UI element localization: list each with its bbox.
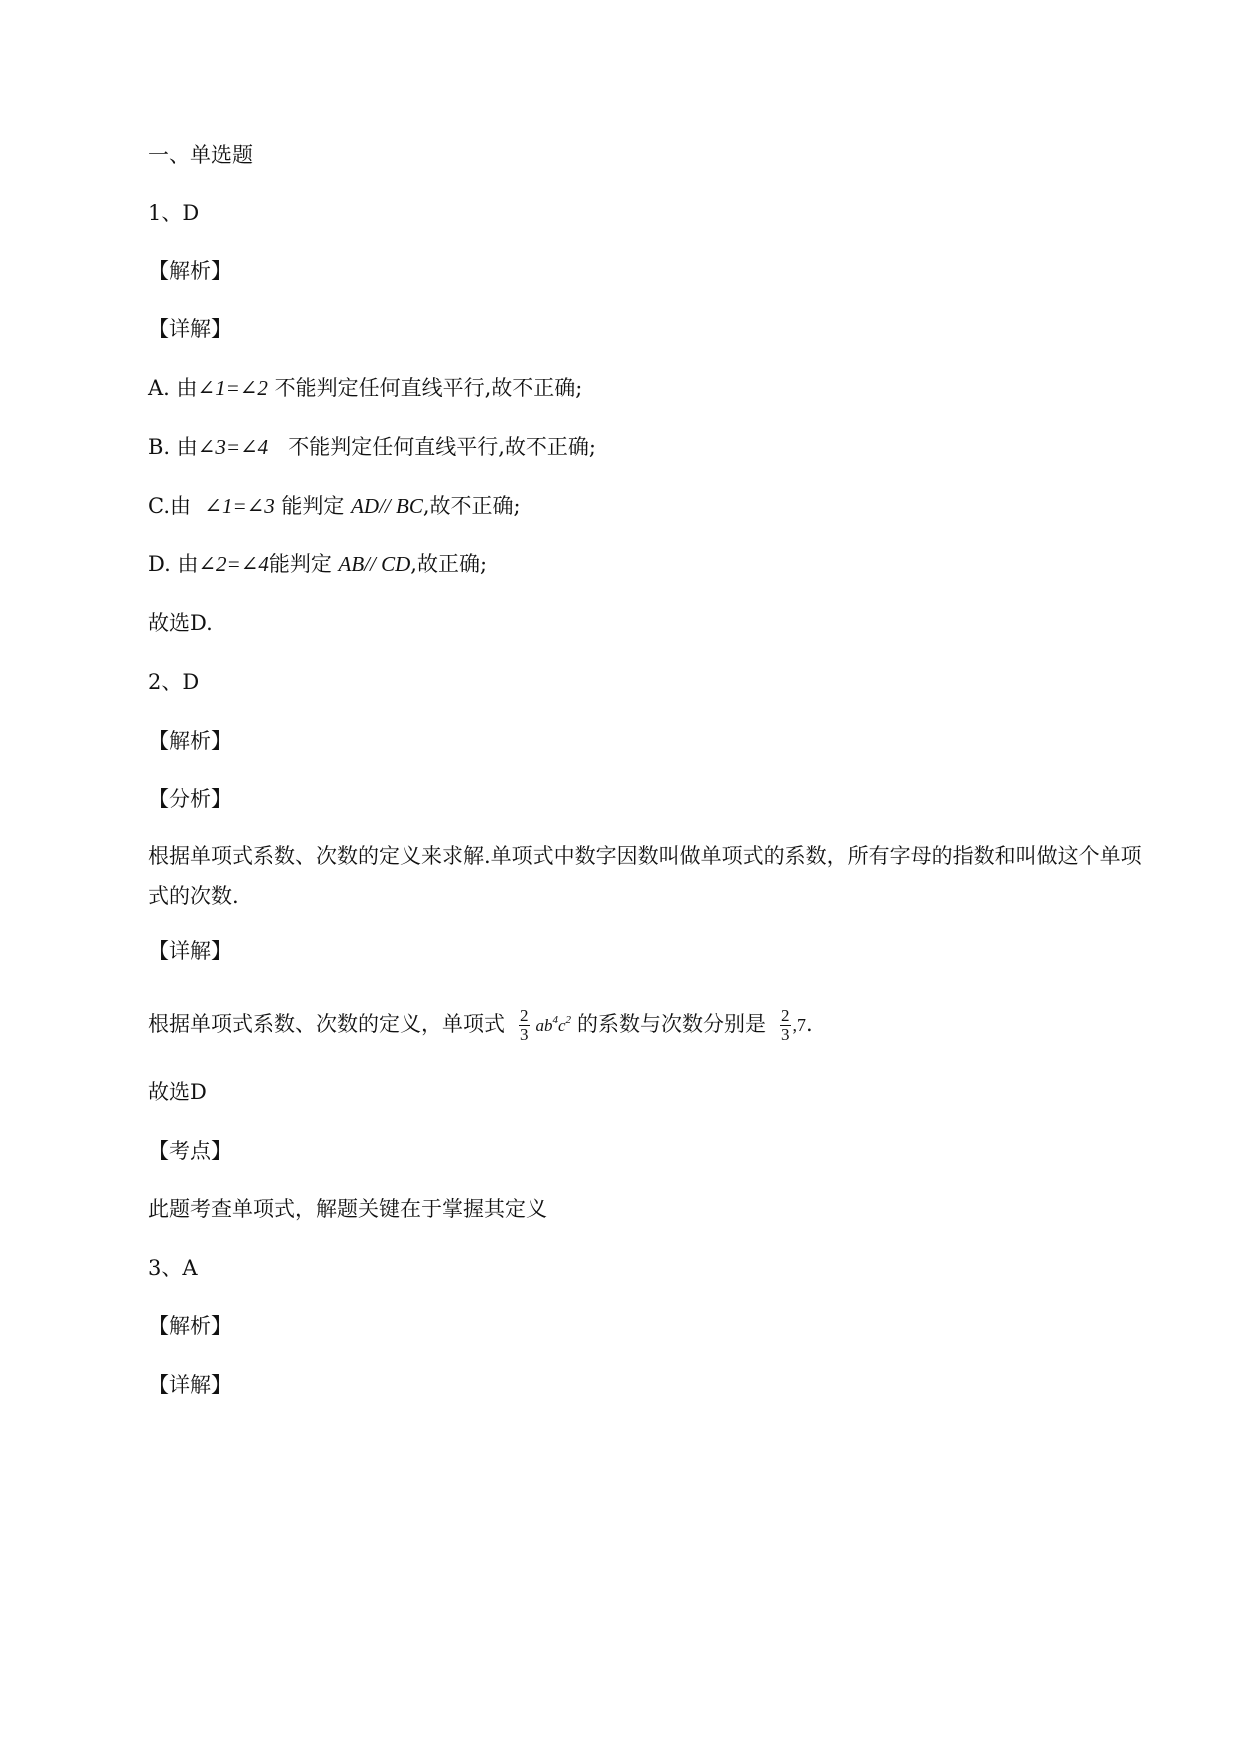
q1-d-math2: AB// CD <box>338 552 411 576</box>
q2-number: 2、D <box>148 670 200 694</box>
q2-answer-fraction <box>780 1007 791 1044</box>
q1-d-mid: 能判定 <box>268 552 339 576</box>
q1-d-math: ∠2=∠4 <box>198 552 269 576</box>
q2-kaodian-text: 此题考查单项式，解题关键在于掌握其定义 <box>148 1197 547 1221</box>
q1-c-math: ∠1=∠3 <box>204 494 275 518</box>
q1-jiexi-label: 【解析】 <box>148 259 232 283</box>
section-title: 一、单选题 <box>148 143 253 167</box>
q1-d-prefix: D. 由 <box>148 552 199 576</box>
q1-b-prefix: B. 由 <box>148 435 198 459</box>
q2-expression <box>536 1016 572 1035</box>
q1-b-rest: 不能判定任何直线平行,故不正确; <box>268 435 596 459</box>
q2-fenxi-label: 【分析】 <box>148 787 232 811</box>
q2-answer-frac-den: 3 <box>781 1025 790 1044</box>
q1-option-d <box>148 549 487 579</box>
q1-conclusion: 故选D. <box>148 611 213 635</box>
q2-expr-c: c <box>558 1016 566 1035</box>
q2-kaodian-label: 【考点】 <box>148 1139 232 1163</box>
q2-detail <box>148 996 813 1050</box>
q1-a-math: ∠1=∠2 <box>197 376 268 400</box>
q1-a-rest: 不能判定任何直线平行,故不正确; <box>267 376 583 400</box>
q2-conclusion: 故选D <box>148 1080 207 1104</box>
q2-xiangjie-label: 【详解】 <box>148 939 232 963</box>
q2-fraction <box>519 1007 530 1044</box>
q3-number: 3、A <box>148 1256 198 1280</box>
q2-answer-frac-num: 2 <box>781 1006 790 1025</box>
q1-b-math: ∠3=∠4 <box>197 435 269 459</box>
q1-option-a <box>148 373 582 403</box>
q2-expr-exp2: 2 <box>565 1014 572 1026</box>
q1-c-prefix: C.由 <box>148 494 205 518</box>
q2-jiexi-label: 【解析】 <box>148 729 232 753</box>
q2-frac-den: 3 <box>520 1025 529 1044</box>
q2-analysis: 根据单项式系数、次数的定义来求解.单项式中数字因数叫做单项式的系数，所有字母的指数和叫做这个单项式的次数. <box>148 844 1142 908</box>
q1-c-rest: ,故不正确; <box>422 494 521 518</box>
q1-xiangjie-label: 【详解】 <box>148 317 232 341</box>
q2-answer-tail: ,7 <box>792 1015 807 1035</box>
q3-xiangjie-label: 【详解】 <box>148 1373 232 1397</box>
q2-expr-a: ab <box>535 1016 553 1035</box>
q1-option-b <box>148 432 596 462</box>
q2-detail-end: . <box>806 1012 813 1036</box>
q2-detail-prefix: 根据单项式系数、次数的定义，单项式 <box>148 1012 505 1036</box>
q2-frac-num: 2 <box>520 1006 529 1025</box>
q2-expr-exp1: 4 <box>552 1014 558 1026</box>
q1-c-math2: AD// BC <box>351 494 423 518</box>
q1-a-prefix: A. 由 <box>148 376 198 400</box>
q1-d-rest: ,故正确; <box>410 552 488 576</box>
q2-detail-mid: 的系数与次数分别是 <box>577 1012 767 1036</box>
q3-jiexi-label: 【解析】 <box>148 1314 232 1338</box>
q1-option-c <box>148 491 521 521</box>
q1-c-mid: 能判定 <box>274 494 352 518</box>
q1-number: 1、D <box>148 201 200 225</box>
